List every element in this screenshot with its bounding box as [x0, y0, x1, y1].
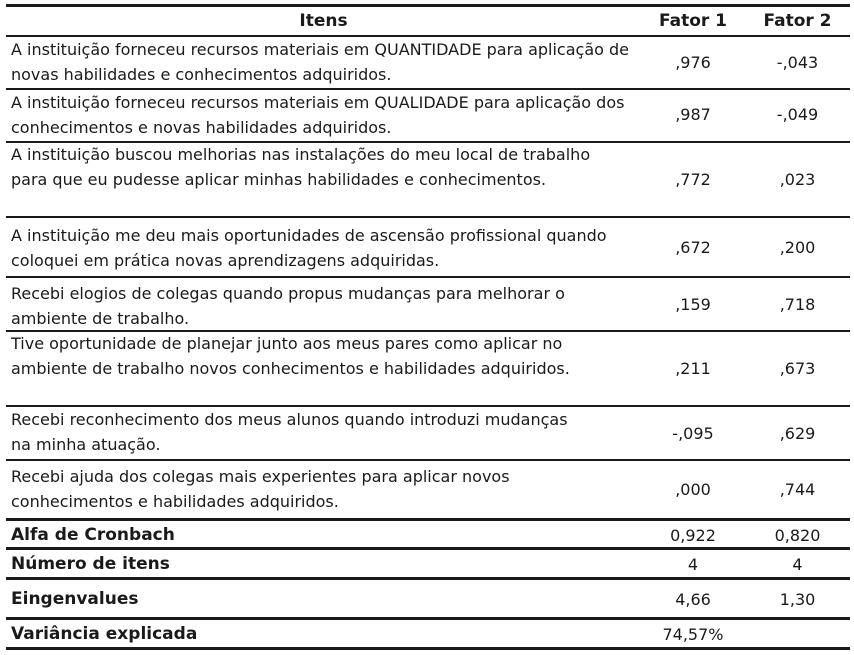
top-rule — [6, 4, 850, 7]
item-text: Recebi elogios de colegas quando propus mudanças para melhorar o ambiente de trabalho. — [11, 284, 565, 328]
fator2-value: ,673 — [779, 359, 816, 378]
summary-label: Variância explicada — [11, 624, 198, 644]
fator1-value: ,987 — [675, 105, 711, 124]
item-text: Recebi ajuda dos colegas mais experientes para aplicar novos conhecimentos e habilidades adquiridos. — [11, 467, 510, 511]
fator2-value: ,200 — [779, 238, 816, 257]
item-text: Recebi reconhecimento dos meus alunos quando introduzi mudanças na minha atuação. — [11, 410, 568, 454]
header-itens: Itens — [299, 11, 348, 31]
summary-label: Alfa de Cronbach — [11, 525, 175, 545]
bottom-rule — [6, 647, 850, 650]
fator1-value: ,672 — [675, 238, 711, 257]
fator2-value: ,718 — [779, 295, 816, 314]
header-fator2: Fator 2 — [763, 11, 832, 31]
fator2-value: ,744 — [779, 480, 816, 499]
item-text: A instituição forneceu recursos materiais em QUANTIDADE para aplicação de novas habilidades e conhecimentos adquiridos. — [11, 40, 629, 84]
fator1-value: ,976 — [675, 53, 711, 72]
fator1-value: 74,57% — [662, 625, 724, 644]
fator2-value: 0,820 — [774, 526, 821, 545]
summary-label: Número de itens — [11, 554, 170, 574]
summary-rule — [6, 518, 850, 521]
header-rule — [6, 35, 850, 37]
fator1-value: -,095 — [672, 424, 714, 443]
header-fator1: Fator 1 — [658, 11, 728, 31]
fator1-value: 0,922 — [670, 526, 716, 545]
fator1-value: ,159 — [675, 295, 711, 314]
row-rule — [6, 547, 850, 550]
item-text: Tive oportunidade de planejar junto aos meus pares como aplicar no ambiente de trabalho novos conhecimentos e habilidades adquiridos. — [11, 334, 570, 378]
fator2-value: ,023 — [779, 170, 816, 189]
row-rule — [6, 459, 850, 461]
fator1-value: ,211 — [675, 359, 711, 378]
row-rule — [6, 577, 850, 580]
row-rule — [6, 617, 850, 620]
fator1-value: ,772 — [675, 170, 711, 189]
summary-label: Eingenvalues — [11, 589, 139, 609]
item-text: A instituição buscou melhorias nas instalações do meu local de trabalho para que eu pudesse aplicar minhas habilidades e conhecimentos. — [11, 145, 591, 189]
fator2-value: -,049 — [776, 105, 819, 124]
item-text: A instituição me deu mais oportunidades de ascensão profissional quando coloquei em prática novas aprendizagens adquiridas. — [11, 226, 607, 270]
fator1-value: 4 — [687, 555, 699, 574]
fator2-value: 1,30 — [779, 590, 816, 609]
item-text: A instituição forneceu recursos materiais em QUALIDADE para aplicação dos conhecimentos e novas habilidades adquiridos. — [11, 93, 625, 137]
row-rule — [6, 276, 850, 278]
fator1-value: 4,66 — [675, 590, 711, 609]
fator2-value: -,043 — [776, 53, 819, 72]
fator2-value: 4 — [792, 555, 803, 574]
fator1-value: ,000 — [675, 480, 711, 499]
row-rule — [6, 216, 850, 218]
row-rule — [6, 405, 850, 407]
fator2-value: ,629 — [779, 424, 816, 443]
row-rule — [6, 88, 850, 90]
